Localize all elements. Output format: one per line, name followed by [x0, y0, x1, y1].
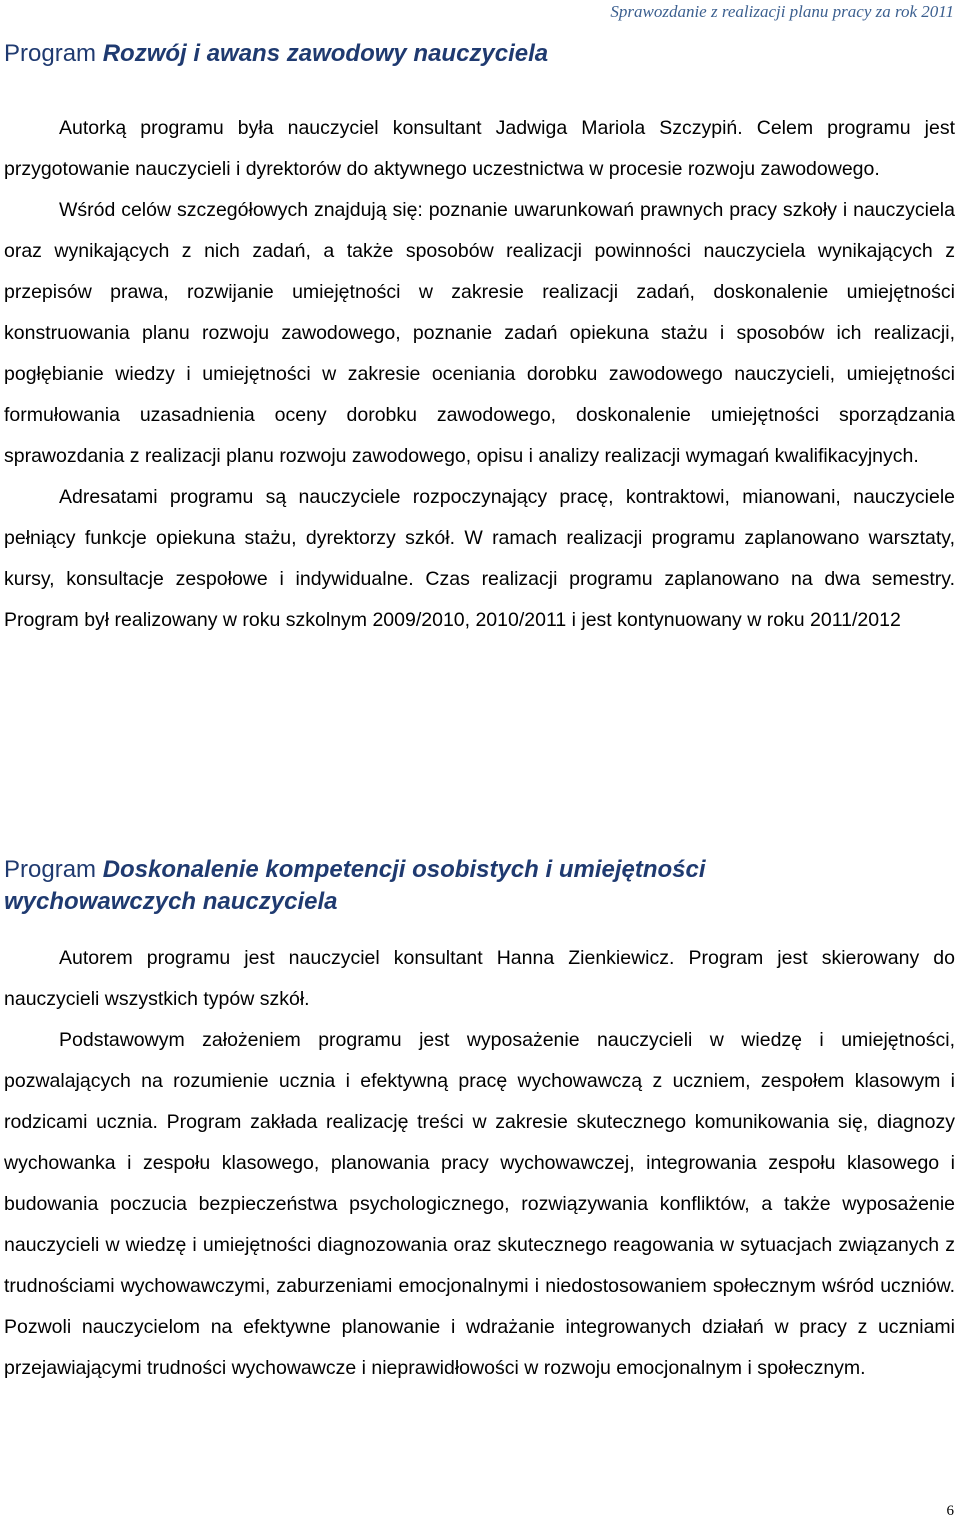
- section-body-personal-competence: [4, 938, 955, 1389]
- program-name: Doskonalenie kompetencji osobistych i umiejętności wychowawczych nauczyciela: [4, 856, 706, 915]
- paragraph-audience: Adresatami programu są nauczyciele rozpoczynający pracę, kontraktowi, mianowani, nauczyciele pełniący funkcje opiekuna stażu, dyrektorzy szkół. W ramach realizacji programu zaplanowano warsztaty, kursy, konsultacje zespołowe i indywidualne. Czas realizacji programu zaplanowano na dwa semestry. Program był realizowany w roku szkolnym 2009/2010, 2010/2011 i jest kontynuowany w roku 2011/2012: [4, 486, 955, 631]
- section-body-career-development: [4, 108, 955, 641]
- section-title-career-development: [4, 38, 904, 70]
- running-header: Sprawozdanie z realizacji planu pracy za rok 2011: [610, 2, 954, 21]
- paragraph-assumptions: Podstawowym założeniem programu jest wyposażenie nauczycieli w wiedzę i umiejętności, pozwalających na rozumienie ucznia i efektywną pracę wychowawczą z uczniem, zespołem klasowym i rodzicami ucznia. Program zakłada realizację treści w zakresie skutecznego komunikowania się, diagnozy wychowanka i zespołu klasowego, planowania pracy wychowawczej, integrowania zespołu klasowego i budowania poczucia bezpieczeństwa psychologicznego, rozwiązywania konfliktów, a także wyposażenie nauczycieli w wiedzę i umiejętności diagnozowania oraz skutecznego reagowania w sytuacjach związanych z trudnościami wychowawczymi, zaburzeniami emocjonalnymi i niedostosowaniem społecznym wśród uczniów. Pozwoli nauczycielom na efektywne planowanie i wdrażanie integrowanych działań w pracy z uczniami przejawiającymi trudności wychowawcze i nieprawidłowości w rozwoju emocjonalnym i społecznym.: [4, 1029, 955, 1379]
- page-number: 6: [946, 1503, 954, 1519]
- title-prefix: Program: [4, 40, 103, 67]
- section-title-personal-competence: [4, 854, 904, 918]
- title-prefix: Program: [4, 856, 103, 883]
- program-name: Rozwój i awans zawodowy nauczyciela: [102, 40, 549, 67]
- paragraph-author: Autorem programu jest nauczyciel konsultant Hanna Zienkiewicz. Program jest skierowany do nauczycieli wszystkich typów szkół.: [4, 947, 955, 1010]
- paragraph-author: Autorką programu była nauczyciel konsultant Jadwiga Mariola Szczypiń. Celem programu jest przygotowanie nauczycieli i dyrektorów do aktywnego uczestnictwa w procesie rozwoju zawodowego.: [4, 117, 955, 180]
- paragraph-goals: Wśród celów szczegółowych znajdują się: poznanie uwarunkowań prawnych pracy szkoły i nauczyciela oraz wynikających z nich zadań, a także sposobów realizacji powinności nauczyciela wynikających z przepisów prawa, rozwijanie umiejętności w zakresie realizacji zadań, doskonalenie umiejętności konstruowania planu rozwoju zawodowego, poznanie zadań opiekuna stażu i sposobów ich realizacji, pogłębianie wiedzy i umiejętności w zakresie oceniania dorobku zawodowego nauczycieli, umiejętności formułowania uzasadnienia oceny dorobku zawodowego, doskonalenie umiejętności sporządzania sprawozdania z realizacji planu rozwoju zawodowego, opisu i analizy realizacji wymagań kwalifikacyjnych.: [4, 199, 955, 467]
